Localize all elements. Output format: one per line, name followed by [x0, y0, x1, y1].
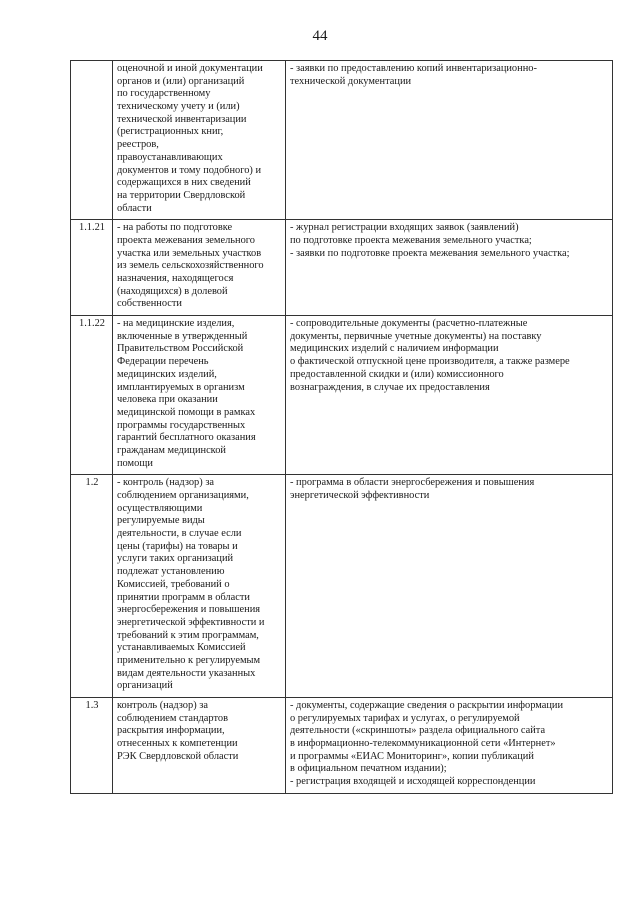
subject-line: области: [117, 202, 152, 214]
subject-line: программы государственных: [117, 419, 246, 431]
subject-line: реестров,: [117, 139, 159, 151]
document-line: - сопроводительные документы (расчетно-платежные: [290, 318, 528, 330]
document-line: и программы «ЕИАС Мониторинг», копии публикаций: [290, 750, 534, 762]
subject-line: энергосбережения и повышения: [117, 604, 261, 616]
document-line: вознаграждения, в случае их предоставления: [290, 381, 490, 393]
control-subject: [113, 316, 286, 475]
subject-line: медицинских изделий,: [117, 368, 217, 380]
document-line: - журнал регистрации входящих заявок (заявлений): [290, 222, 519, 234]
subject-line: назначения, находящегося: [117, 273, 234, 284]
subject-line: правоустанавливающих: [117, 151, 223, 163]
subject-line: регулируемые виды: [117, 515, 205, 527]
document-line: - регистрация входящей и исходящей корреспонденции: [290, 776, 536, 788]
document-line: по подготовке проекта межевания земельного участка;: [290, 234, 532, 246]
control-table: [70, 60, 613, 794]
table-row: [71, 61, 613, 220]
subject-line: органов и (или) организаций: [117, 75, 245, 87]
subject-line: (находящихся) в долевой: [117, 285, 228, 297]
subject-line: содержащихся в них сведений: [117, 177, 251, 189]
document-line: - заявки по подготовке проекта межевания земельного участка;: [290, 247, 570, 259]
table-row: [71, 698, 613, 794]
item-number: 1.1.21: [71, 220, 113, 316]
subject-line: - на работы по подготовке: [117, 222, 233, 234]
document-line: медицинских изделий с наличием информации: [290, 343, 499, 355]
document-line: предоставленной скидки и (или) комиссионного: [290, 368, 504, 380]
subject-line: требований к этим программам,: [117, 629, 259, 641]
subject-line: по государственному: [117, 88, 211, 100]
control-subject: [113, 698, 286, 794]
subject-line: РЭК Свердловской области: [117, 750, 239, 762]
item-number: 1.1.22: [71, 316, 113, 475]
document-line: в официальном печатном издании);: [290, 763, 447, 775]
subject-line: из земель сельскохозяйственного: [117, 260, 264, 272]
subject-line: помощи: [117, 457, 153, 469]
subject-line: включенные в утвержденный: [117, 330, 248, 342]
document-line: - заявки по предоставлению копий инвентаризационно-: [290, 63, 537, 74]
subject-line: подлежат установлению: [117, 566, 225, 578]
subject-line: оценочной и иной документации: [117, 63, 263, 74]
subject-line: деятельности, в случае если: [117, 528, 242, 540]
subject-line: проекта межевания земельного: [117, 234, 255, 246]
subject-line: принятии программ в области: [117, 591, 250, 603]
subject-line: гражданам медицинской: [117, 444, 226, 456]
subject-line: соблюдением стандартов: [117, 712, 228, 724]
subject-line: услуги таких организаций: [117, 553, 234, 565]
subject-line: применительно к регулируемым: [117, 654, 261, 666]
document-line: - программа в области энергосбережения и повышения: [290, 477, 535, 489]
subject-line: отнесенных к компетенции: [117, 738, 238, 750]
subject-line: на территории Свердловской: [117, 189, 246, 201]
table-row: [71, 475, 613, 698]
subject-line: Федерации перечень: [117, 356, 209, 368]
document-line: энергетической эффективности: [290, 490, 430, 501]
subject-line: осуществляющими: [117, 502, 203, 514]
subject-line: участка или земельных участков: [117, 247, 262, 259]
document-line: документы, первичные учетные документы) на поставку: [290, 330, 542, 342]
subject-line: видам деятельности указанных: [117, 667, 256, 679]
control-subject: [113, 220, 286, 316]
subject-line: - на медицинские изделия,: [117, 318, 235, 330]
subject-line: - контроль (надзор) за: [117, 477, 215, 489]
document-line: о регулируемых тарифах и услугах, о регулируемой: [290, 712, 520, 724]
control-subject: [113, 61, 286, 220]
subject-line: цены (тарифы) на товары и: [117, 540, 238, 552]
document-line: - документы, содержащие сведения о раскрытии информации: [290, 700, 564, 711]
subject-line: Правительством Российской: [117, 343, 244, 355]
item-number: 1.3: [71, 698, 113, 794]
subject-line: документов и тому подобного) и: [117, 164, 262, 176]
document-list: [286, 475, 613, 698]
subject-line: соблюдением организациями,: [117, 490, 249, 501]
subject-line: контроль (надзор) за: [117, 700, 208, 711]
document-list: [286, 316, 613, 475]
subject-line: собственности: [117, 298, 182, 310]
document-line: технической документации: [290, 75, 412, 87]
table-row: [71, 316, 613, 475]
document-list: [286, 61, 613, 220]
subject-line: энергетической эффективности и: [117, 616, 265, 628]
control-subject: [113, 475, 286, 698]
page-number: 44: [312, 28, 328, 44]
document-line: в информационно-телекоммуникационной сети «Интернет»: [290, 738, 556, 750]
document-line: о фактической отпускной цене производителя, а также размере: [290, 356, 570, 368]
subject-line: техническому учету и (или): [117, 101, 240, 113]
subject-line: устанавливаемых Комиссией: [117, 642, 246, 654]
document-list: [286, 220, 613, 316]
subject-line: Комиссией, требований о: [117, 578, 230, 590]
subject-line: (регистрационных книг,: [117, 126, 224, 138]
table-row: [71, 220, 613, 316]
subject-line: раскрытия информации,: [117, 725, 225, 737]
item-number: [71, 61, 113, 220]
subject-line: организаций: [117, 680, 173, 692]
item-number: 1.2: [71, 475, 113, 698]
document-list: [286, 698, 613, 794]
subject-line: медицинской помощи в рамках: [117, 406, 256, 418]
subject-line: человека при оказании: [117, 394, 218, 406]
document-line: деятельности («скриншоты» раздела официального сайта: [290, 725, 546, 737]
subject-line: имплантируемых в организм: [117, 381, 245, 393]
subject-line: гарантий бесплатного оказания: [117, 432, 256, 444]
subject-line: технической инвентаризации: [117, 113, 247, 125]
